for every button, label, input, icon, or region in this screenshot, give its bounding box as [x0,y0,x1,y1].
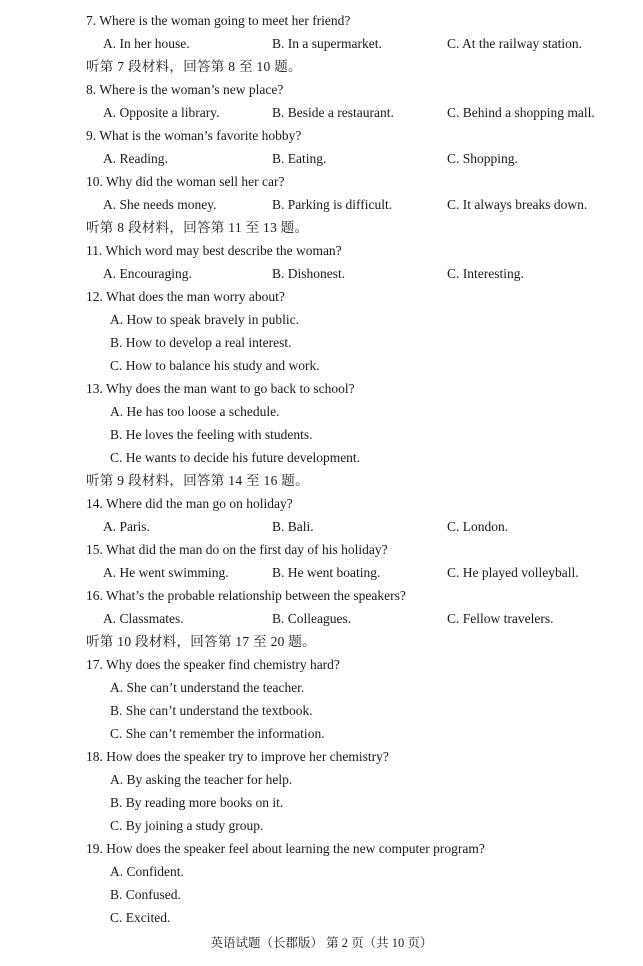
question-stem: 14. Where did the man go on holiday? [86,496,293,511]
question-11-options [0,264,643,284]
question-19-option-c [0,908,643,928]
section-heading-8 [0,218,643,238]
question-19-option-a [0,862,643,882]
question-17-option-c [0,724,643,744]
option-c: C. She can’t remember the information. [110,726,325,741]
option-b: B. Eating. [272,151,327,166]
option-c: C. Interesting. [447,266,524,281]
section-heading-10 [0,632,643,652]
question-18-option-a [0,770,643,790]
question-19 [0,839,643,859]
question-7-options [0,34,643,54]
option-a: A. Encouraging. [103,266,192,281]
question-stem: 9. What is the woman’s favorite hobby? [86,128,302,143]
option-b: B. Parking is difficult. [272,197,393,212]
section-instruction: 听第 9 段材料，回答第 14 至 16 题。 [86,473,309,488]
option-a: A. Opposite a library. [103,105,220,120]
question-stem: 16. What’s the probable relationship between the speakers? [86,588,406,603]
option-a: A. How to speak bravely in public. [110,312,299,327]
section-instruction: 听第 8 段材料，回答第 11 至 13 题。 [86,220,309,235]
option-a: A. She can’t understand the teacher. [110,680,305,695]
option-c: C. At the railway station. [447,36,582,51]
option-a: A. Paris. [103,519,150,534]
option-b: B. How to develop a real interest. [110,335,292,350]
question-12-option-a [0,310,643,330]
question-8-options [0,103,643,123]
option-b: B. Colleagues. [272,611,352,626]
section-heading-7 [0,57,643,77]
option-c: C. It always breaks down. [447,197,588,212]
option-b: B. Bali. [272,519,314,534]
question-10 [0,172,643,192]
question-stem: 13. Why does the man want to go back to school? [86,381,355,396]
question-17 [0,655,643,675]
question-18 [0,747,643,767]
option-b: B. He loves the feeling with students. [110,427,313,442]
option-b: B. She can’t understand the textbook. [110,703,313,718]
question-17-option-b [0,701,643,721]
option-b: B. By reading more books on it. [110,795,284,810]
question-11 [0,241,643,261]
option-a: A. By asking the teacher for help. [110,772,293,787]
question-stem: 11. Which word may best describe the woman? [86,243,342,258]
question-8 [0,80,643,100]
option-b: B. Confused. [110,887,181,902]
question-13-option-c [0,448,643,468]
section-instruction: 听第 7 段材料，回答第 8 至 10 题。 [86,59,302,74]
page-footer: 英语试题（长郡版） 第 2 页（共 10 页） [210,936,433,950]
question-15 [0,540,643,560]
option-b: B. Beside a restaurant. [272,105,394,120]
question-13-option-b [0,425,643,445]
question-13-option-a [0,402,643,422]
option-a: A. He has too loose a schedule. [110,404,280,419]
question-stem: 15. What did the man do on the first day of his holiday? [86,542,388,557]
option-c: C. Shopping. [447,151,518,166]
question-7 [0,11,643,31]
question-18-option-c [0,816,643,836]
option-b: B. In a supermarket. [272,36,382,51]
option-c: C. London. [447,519,509,534]
option-c: C. How to balance his study and work. [110,358,320,373]
question-stem: 10. Why did the woman sell her car? [86,174,285,189]
option-c: C. Fellow travelers. [447,611,554,626]
question-13 [0,379,643,399]
question-stem: 7. Where is the woman going to meet her friend? [86,13,351,28]
question-stem: 8. Where is the woman’s new place? [86,82,284,97]
question-stem: 12. What does the man worry about? [86,289,285,304]
option-c: C. Excited. [110,910,171,925]
question-18-option-b [0,793,643,813]
question-9-options [0,149,643,169]
question-16 [0,586,643,606]
question-19-option-b [0,885,643,905]
question-12-option-c [0,356,643,376]
question-16-options [0,609,643,629]
question-9 [0,126,643,146]
question-10-options [0,195,643,215]
option-c: C. He wants to decide his future development. [110,450,361,465]
option-a: A. She needs money. [103,197,217,212]
option-c: C. By joining a study group. [110,818,264,833]
option-a: A. In her house. [103,36,190,51]
question-stem: 17. Why does the speaker find chemistry hard? [86,657,340,672]
question-12-option-b [0,333,643,353]
question-12 [0,287,643,307]
question-17-option-a [0,678,643,698]
section-heading-9 [0,471,643,491]
question-stem: 18. How does the speaker try to improve her chemistry? [86,749,389,764]
question-14-options [0,517,643,537]
section-instruction: 听第 10 段材料，回答第 17 至 20 题。 [86,634,316,649]
option-b: B. Dishonest. [272,266,346,281]
question-14 [0,494,643,514]
option-a: A. Confident. [110,864,184,879]
option-a: A. He went swimming. [103,565,229,580]
option-c: C. Behind a shopping mall. [447,105,595,120]
question-15-options [0,563,643,583]
option-a: A. Classmates. [103,611,184,626]
option-b: B. He went boating. [272,565,381,580]
question-stem: 19. How does the speaker feel about learning the new computer program? [86,841,485,856]
option-a: A. Reading. [103,151,168,166]
option-c: C. He played volleyball. [447,565,579,580]
